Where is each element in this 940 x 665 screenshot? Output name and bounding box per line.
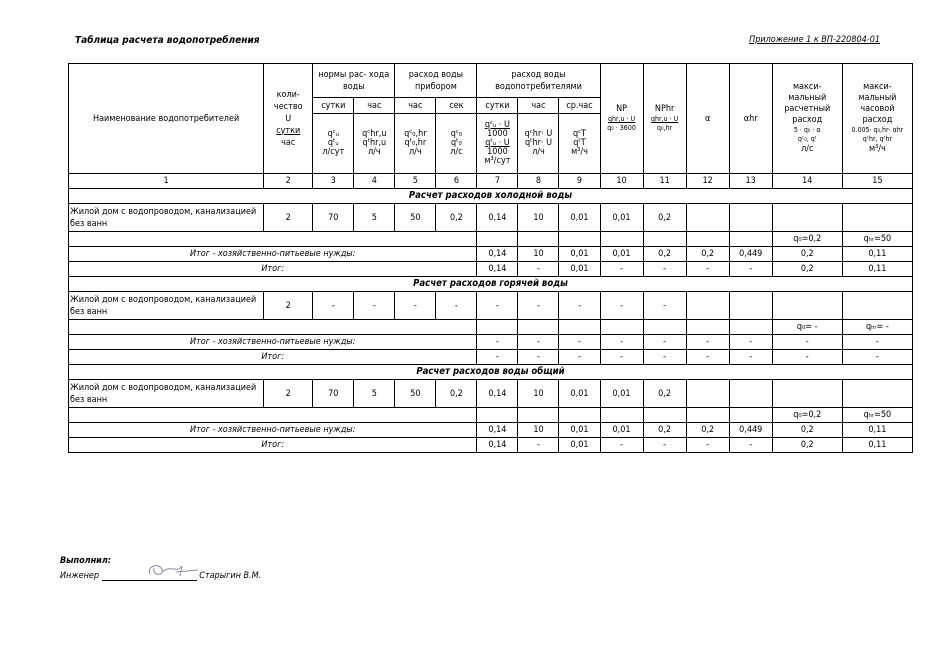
header-nphr: NPhr qhr,u · U q₀,hr [643, 64, 686, 174]
table-cell: - [643, 438, 686, 453]
consumer-name: Жилой дом с водопроводом, канализацией без ванн [69, 380, 264, 408]
table-cell [686, 320, 729, 335]
column-number: 9 [559, 174, 600, 189]
engineer-name: Старыгин В.М. [199, 571, 262, 581]
performed-label: Выполнил: [60, 556, 112, 566]
column-number: 1 [69, 174, 264, 189]
consumer-name: Жилой дом с водопроводом, канализацией без ванн [69, 292, 264, 320]
table-cell: - [600, 292, 643, 320]
table-cell: 2 [264, 204, 313, 232]
flow-values-row [69, 320, 913, 335]
table-cell: 10 [518, 247, 559, 262]
header-c6-body: qᶜ₀ qᵗ₀ л/с [436, 114, 477, 174]
column-number: 15 [842, 174, 912, 189]
header-sub-c9: ср.час [559, 98, 600, 114]
appendix-reference: Приложение 1 к ВП-220804-01 [749, 35, 880, 45]
section-title-row [69, 189, 913, 204]
column-number: 2 [264, 174, 313, 189]
signature-block [60, 556, 261, 581]
table-cell: 0,01 [559, 204, 600, 232]
column-number: 6 [436, 174, 477, 189]
table-cell: 0,2 [643, 247, 686, 262]
table-cell [686, 232, 729, 247]
column-number: 7 [477, 174, 518, 189]
table-cell: 0,14 [477, 247, 518, 262]
table-cell: 0,2 [643, 380, 686, 408]
table-cell: 0,14 [477, 204, 518, 232]
table-cell: - [600, 335, 643, 350]
qhr-value: qₕᵣ=50 [842, 408, 912, 423]
table-cell: - [395, 292, 436, 320]
table-row [69, 204, 913, 232]
table-cell: 0,01 [559, 247, 600, 262]
table-cell: 10 [518, 380, 559, 408]
table-cell: - [313, 292, 354, 320]
table-cell: 0,14 [477, 438, 518, 453]
table-cell: - [686, 335, 729, 350]
table-cell [729, 204, 772, 232]
header-norms-group: нормы рас- хода воды [313, 64, 395, 98]
table-cell: - [518, 262, 559, 277]
header-c7-body: qᶜᵤ · U 1000 qᵗᵤ · U 1000 м³/сут [477, 114, 518, 174]
header-max-design-flow: макси- мальный расчетный расход 5 · q₀ · α qᶜ₀, qᵗ л/с [772, 64, 842, 174]
table-cell: - [686, 350, 729, 365]
table-cell: 0,01 [559, 380, 600, 408]
table-cell: 0,2 [772, 262, 842, 277]
blank-cell [69, 320, 477, 335]
table-cell: 0,11 [842, 423, 912, 438]
subtotal-row [69, 335, 913, 350]
table-cell: 2 [264, 292, 313, 320]
column-number: 14 [772, 174, 842, 189]
table-cell: 0,11 [842, 247, 912, 262]
table-cell: - [518, 438, 559, 453]
column-number: 3 [313, 174, 354, 189]
table-cell [686, 380, 729, 408]
table-cell: 0,2 [436, 204, 477, 232]
table-cell: - [477, 292, 518, 320]
table-cell: - [643, 350, 686, 365]
table-cell [842, 292, 912, 320]
consumer-name: Жилой дом с водопроводом, канализацией без ванн [69, 204, 264, 232]
header-c9-body: qᶜT qᵗT м³/ч [559, 114, 600, 174]
header-c5-body: qᶜ₀,hr qᵗ₀,hr л/ч [395, 114, 436, 174]
table-cell [686, 204, 729, 232]
table-cell: - [600, 350, 643, 365]
table-cell: 0,14 [477, 262, 518, 277]
blank-cell [69, 232, 477, 247]
table-cell: 70 [313, 380, 354, 408]
table-cell [686, 292, 729, 320]
total-row [69, 438, 913, 453]
table-cell: 0,2 [643, 204, 686, 232]
table-cell [559, 232, 600, 247]
table-cell: 0,2 [686, 247, 729, 262]
subtotal-label: Итог - хозяйственно-питьевые нужды: [69, 423, 477, 438]
table-row [69, 380, 913, 408]
table-cell: 0,2 [772, 423, 842, 438]
table-cell: 5 [354, 204, 395, 232]
header-sub-c4: час [354, 98, 395, 114]
column-number: 10 [600, 174, 643, 189]
subtotal-row [69, 247, 913, 262]
column-number: 8 [518, 174, 559, 189]
header-count: коли- чество U сутки час [264, 64, 313, 174]
header-sub-c5: час [395, 98, 436, 114]
table-cell: 0,01 [559, 262, 600, 277]
header-sub-c6: сек [436, 98, 477, 114]
header-sub-c3: сутки [313, 98, 354, 114]
table-cell: 0,01 [559, 438, 600, 453]
q0-value: q₀= - [772, 320, 842, 335]
table-cell: - [643, 292, 686, 320]
table-cell [686, 408, 729, 423]
table-cell: 0,01 [600, 380, 643, 408]
table-cell [477, 320, 518, 335]
table-cell: 0,449 [729, 423, 772, 438]
column-number: 4 [354, 174, 395, 189]
blank-cell [69, 408, 477, 423]
table-cell [842, 380, 912, 408]
subtotal-label: Итог - хозяйственно-питьевые нужды: [69, 247, 477, 262]
table-cell [729, 292, 772, 320]
table-cell: 50 [395, 380, 436, 408]
header-device-group: расход воды прибором [395, 64, 477, 98]
table-cell: - [729, 335, 772, 350]
table-cell: 0,449 [729, 247, 772, 262]
qhr-value: qₕᵣ=50 [842, 232, 912, 247]
role-label: Инженер [60, 571, 100, 581]
table-cell [729, 232, 772, 247]
table-cell: - [559, 350, 600, 365]
header-c4-body: qᶜhr,u qᵗhr,u л/ч [354, 114, 395, 174]
table-cell: - [436, 292, 477, 320]
table-cell: 0,14 [477, 380, 518, 408]
header-alpha: α [686, 64, 729, 174]
table-cell: - [643, 335, 686, 350]
table-cell [643, 232, 686, 247]
table-cell: - [643, 262, 686, 277]
table-cell [477, 232, 518, 247]
table-cell: 0,2 [772, 247, 842, 262]
header-c8-body: qᶜhr· U qᵗhr· U л/ч [518, 114, 559, 174]
header-max-hourly-flow: макси- мальный часовой расход 0.005· q₀,hr· αhr qᶜhr, qᵗhr м³/ч [842, 64, 912, 174]
section-title-row [69, 277, 913, 292]
table-cell: - [686, 438, 729, 453]
table-cell: 0,2 [643, 423, 686, 438]
column-numbers-row [69, 174, 913, 189]
table-cell: 0,01 [600, 423, 643, 438]
table-cell: - [729, 262, 772, 277]
section-title: Расчет расходов воды общий [69, 365, 913, 380]
table-cell: 10 [518, 423, 559, 438]
table-cell [772, 380, 842, 408]
header-c3-body: qᶜᵤ qᵗᵤ л/сут [313, 114, 354, 174]
column-number: 13 [729, 174, 772, 189]
table-cell: 0,01 [600, 204, 643, 232]
qhr-value: qₕᵣ= - [842, 320, 912, 335]
table-cell: 0,2 [772, 438, 842, 453]
column-number: 12 [686, 174, 729, 189]
header-sub-c8: час [518, 98, 559, 114]
table-cell: 5 [354, 380, 395, 408]
table-cell [600, 232, 643, 247]
table-cell: - [729, 438, 772, 453]
table-cell: - [772, 335, 842, 350]
table-cell: 0,01 [600, 247, 643, 262]
table-cell: 0,2 [686, 423, 729, 438]
total-label: Итог: [69, 350, 477, 365]
table-cell: 70 [313, 204, 354, 232]
header-np: NP qhr,u · U q₀ · 3600 [600, 64, 643, 174]
table-cell: - [518, 335, 559, 350]
table-cell: - [842, 335, 912, 350]
table-cell [477, 408, 518, 423]
total-label: Итог: [69, 438, 477, 453]
water-consumption-table [68, 63, 913, 453]
total-label: Итог: [69, 262, 477, 277]
table-cell: - [477, 335, 518, 350]
header-sub-c7: сутки [477, 98, 518, 114]
q0-value: q₀=0,2 [772, 232, 842, 247]
section-title: Расчет расходов горячей воды [69, 277, 913, 292]
table-cell: 0,2 [436, 380, 477, 408]
table-cell: - [559, 292, 600, 320]
subtotal-row [69, 423, 913, 438]
table-cell: - [600, 438, 643, 453]
q0-value: q₀=0,2 [772, 408, 842, 423]
table-cell [600, 408, 643, 423]
signature-image [142, 560, 202, 580]
table-cell: - [842, 350, 912, 365]
signature-line [102, 570, 197, 581]
table-cell: 10 [518, 204, 559, 232]
header-name: Наименование водопотребителей [69, 64, 264, 174]
table-cell [772, 292, 842, 320]
table-row [69, 292, 913, 320]
table-cell [729, 380, 772, 408]
table-cell: - [477, 350, 518, 365]
header-consumers-group: расход воды водопотребителями [477, 64, 600, 98]
column-number: 5 [395, 174, 436, 189]
total-row [69, 350, 913, 365]
table-cell: 2 [264, 380, 313, 408]
table-cell: - [518, 292, 559, 320]
table-cell [643, 408, 686, 423]
table-cell: - [354, 292, 395, 320]
table-cell: 50 [395, 204, 436, 232]
table-cell [559, 320, 600, 335]
table-cell [518, 408, 559, 423]
table-cell: - [559, 335, 600, 350]
table-cell: 0,14 [477, 423, 518, 438]
table-cell: - [729, 350, 772, 365]
table-cell [518, 320, 559, 335]
header-alpha-hr: αhr [729, 64, 772, 174]
table-cell: - [600, 262, 643, 277]
table-cell: 0,01 [559, 423, 600, 438]
table-cell [600, 320, 643, 335]
table-cell: 0,11 [842, 438, 912, 453]
table-cell [643, 320, 686, 335]
table-cell [772, 204, 842, 232]
section-title: Расчет расходов холодной воды [69, 189, 913, 204]
table-cell [518, 232, 559, 247]
flow-values-row [69, 408, 913, 423]
flow-values-row [69, 232, 913, 247]
table-cell [729, 408, 772, 423]
table-cell: - [686, 262, 729, 277]
table-cell [842, 204, 912, 232]
total-row [69, 262, 913, 277]
table-cell: 0,11 [842, 262, 912, 277]
column-number: 11 [643, 174, 686, 189]
table-cell: - [518, 350, 559, 365]
table-cell [729, 320, 772, 335]
subtotal-label: Итог - хозяйственно-питьевые нужды: [69, 335, 477, 350]
page-title: Таблица расчета водопотребления [75, 35, 260, 46]
table-cell [559, 408, 600, 423]
table-cell: - [772, 350, 842, 365]
section-title-row [69, 365, 913, 380]
